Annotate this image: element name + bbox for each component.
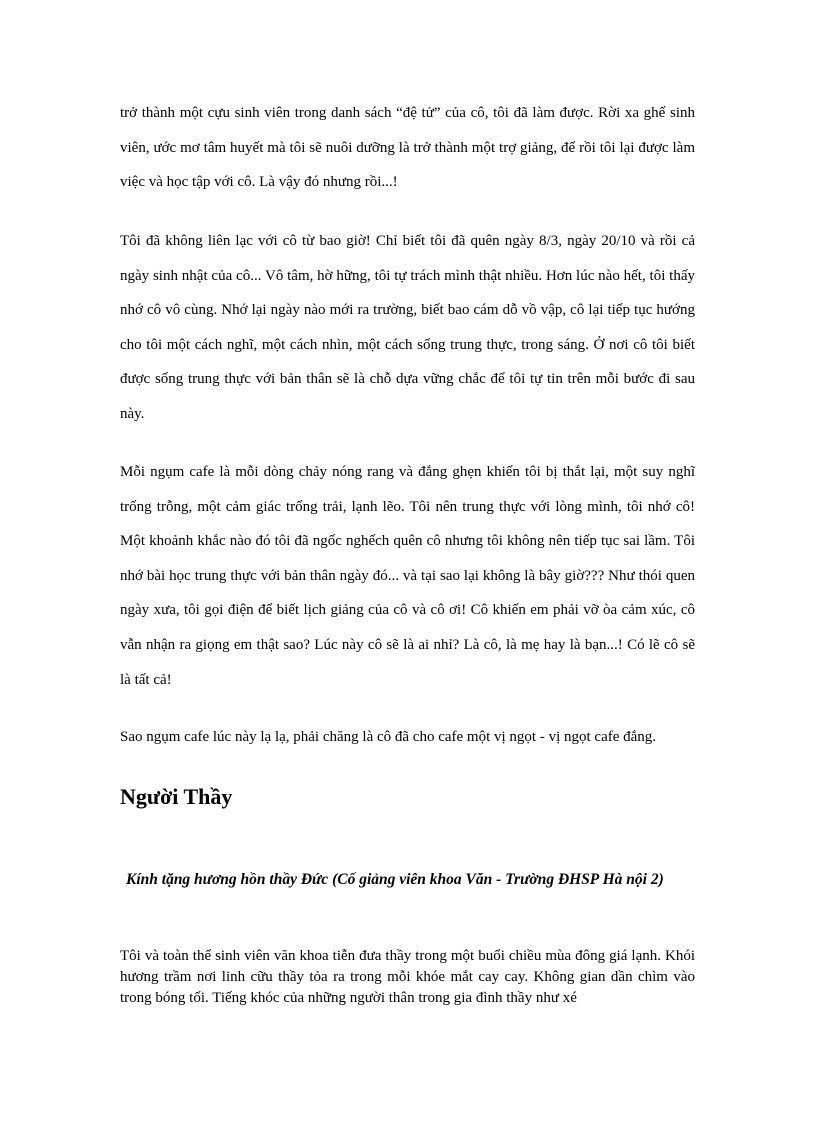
section-heading: Người Thầy bbox=[120, 784, 233, 809]
paragraph-4: Sao ngụm cafe lúc này lạ lạ, phải chăng là cô đã cho cafe một vị ngọt - vị ngọt cafe đắng. bbox=[120, 729, 657, 745]
dedication-line: Kính tặng hương hồn thầy Đức (Cố giảng viên khoa Văn - Trường ĐHSP Hà nội 2) bbox=[126, 871, 664, 888]
paragraph-2: Tôi đã không liên lạc với cô từ bao giờ! Chỉ biết tôi đã quên ngày 8/3, ngày 20/10 và rồi cả ngày sinh nhật của cô... Vô tâm, hờ hững, tôi tự trách mình thật nhiều. Hơn lúc nào hết, tôi thấy nhớ cô vô cùng. Nhớ lại ngày nào mới ra trường, biết bao cám dỗ vồ vập, cô lại tiếp tục hướng cho tôi một cách nghĩ, một cách nhìn, một cách sống trung thực, trong sáng. Ở nơi cô tôi biết được sống trung thực với bản thân sẽ là chỗ dựa vững chắc để tôi tự tin trên mỗi bước đi sau này. bbox=[120, 233, 695, 422]
paragraph-3: Mỗi ngụm cafe là mỗi dòng chảy nóng rang và đắng ghẹn khiến tôi bị thắt lại, một suy nghĩ trống trỗng, một cảm giác trống trải, lạnh lẽo. Tôi nên trung thực với lòng mình, tôi nhớ cô! Một khoảnh khắc nào đó tôi đã ngốc nghếch quên cô nhưng tôi không nên tiếp tục sai lầm. Tôi nhớ bài học trung thực với bản thân ngày đó... và tại sao lại không là bây giờ??? Như thói quen ngày xưa, tôi gọi điện để biết lịch giảng của cô và cô ơi! Cô khiến em phải vỡ òa cảm xúc, cô vẫn nhận ra giọng em thật sao? Lúc này cô sẽ là ai nhỉ? Là cô, là mẹ hay là bạn...! Có lẽ cô sẽ là tất cả! bbox=[120, 464, 695, 688]
section-intro-paragraph: Tôi và toàn thể sinh viên văn khoa tiễn đưa thầy trong một buổi chiều mùa đông giá lạnh. Khói hương trầm nơi linh cữu thầy tỏa ra trong mỗi khóe mắt cay cay. Không gian dần chìm vào trong bóng tối. Tiếng khóc của những người thân trong gia đình thầy như xé bbox=[120, 948, 695, 1006]
paragraph-1: trở thành một cựu sinh viên trong danh sách “đệ tử” của cô, tôi đã làm được. Rời xa ghế sinh viên, ước mơ tâm huyết mà tôi sẽ nuôi dưỡng là trở thành một trợ giảng, để rồi tôi lại được làm việc và học tập với cô. Là vậy đó nhưng rồi...! bbox=[120, 105, 695, 191]
